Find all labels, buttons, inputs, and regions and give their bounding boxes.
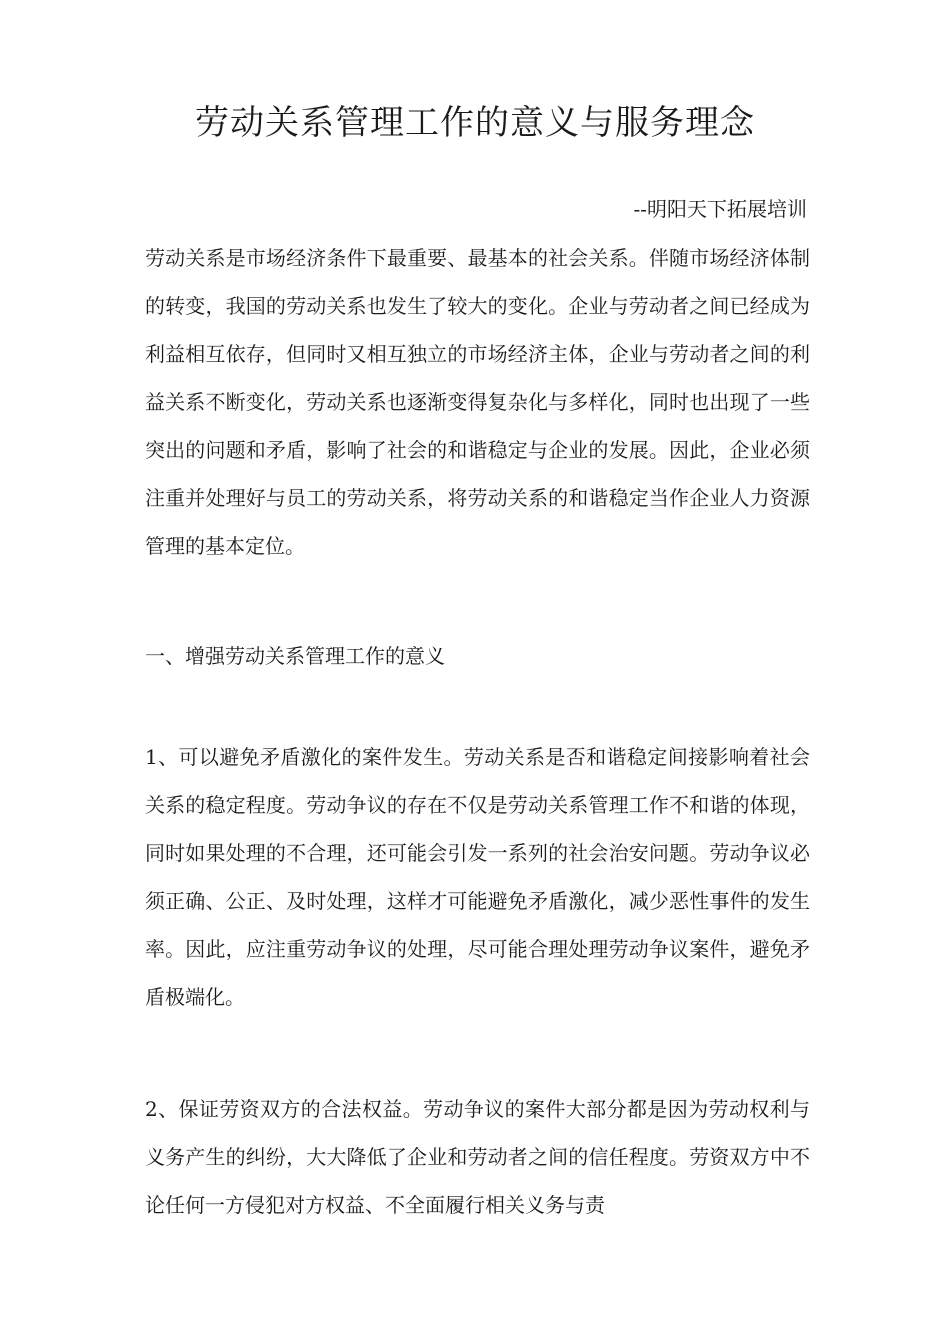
intro-paragraph: 劳动关系是市场经济条件下最重要、最基本的社会关系。伴随市场经济体制的转变，我国的劳动关系也发生了较大的变化。企业与劳动者之间已经成为利益相互依存，但同时又相互独立的市场经济主体，企业与劳动者之间的利益关系不断变化，劳动关系也逐渐变得复杂化与多样化，同时也出现了一些突出的问题和矛盾，影响了社会的和谐稳定与企业的发展。因此，企业必须注重并处理好与员工的劳动关系，将劳动关系的和谐稳定当作企业人力资源管理的基本定位。 bbox=[145, 246, 810, 558]
document-title: 劳动关系管理工作的意义与服务理念 bbox=[195, 103, 755, 143]
point-2-paragraph: 2、保证劳资双方的合法权益。劳动争议的案件大部分都是因为劳动权利与义务产生的纠纷，大大降低了企业和劳动者之间的信任程度。劳资双方中不论任何一方侵犯对方权益、不全面履行相关义务与责 bbox=[145, 1097, 810, 1217]
point-1-paragraph: 1、可以避免矛盾激化的案件发生。劳动关系是否和谐稳定间接影响着社会关系的稳定程度。劳动争议的存在不仅是劳动关系管理工作不和谐的体现，同时如果处理的不合理，还可能会引发一系列的社会治安问题。劳动争议必须正确、公正、及时处理，这样才可能避免矛盾激化，减少恶性事件的发生率。因此，应注重劳动争议的处理，尽可能合理处理劳动争议案件，避免矛盾极端化。 bbox=[145, 745, 810, 1009]
section-heading: 一、增强劳动关系管理工作的意义 bbox=[145, 644, 445, 668]
author-byline: --明阳天下拓展培训 bbox=[633, 197, 807, 221]
